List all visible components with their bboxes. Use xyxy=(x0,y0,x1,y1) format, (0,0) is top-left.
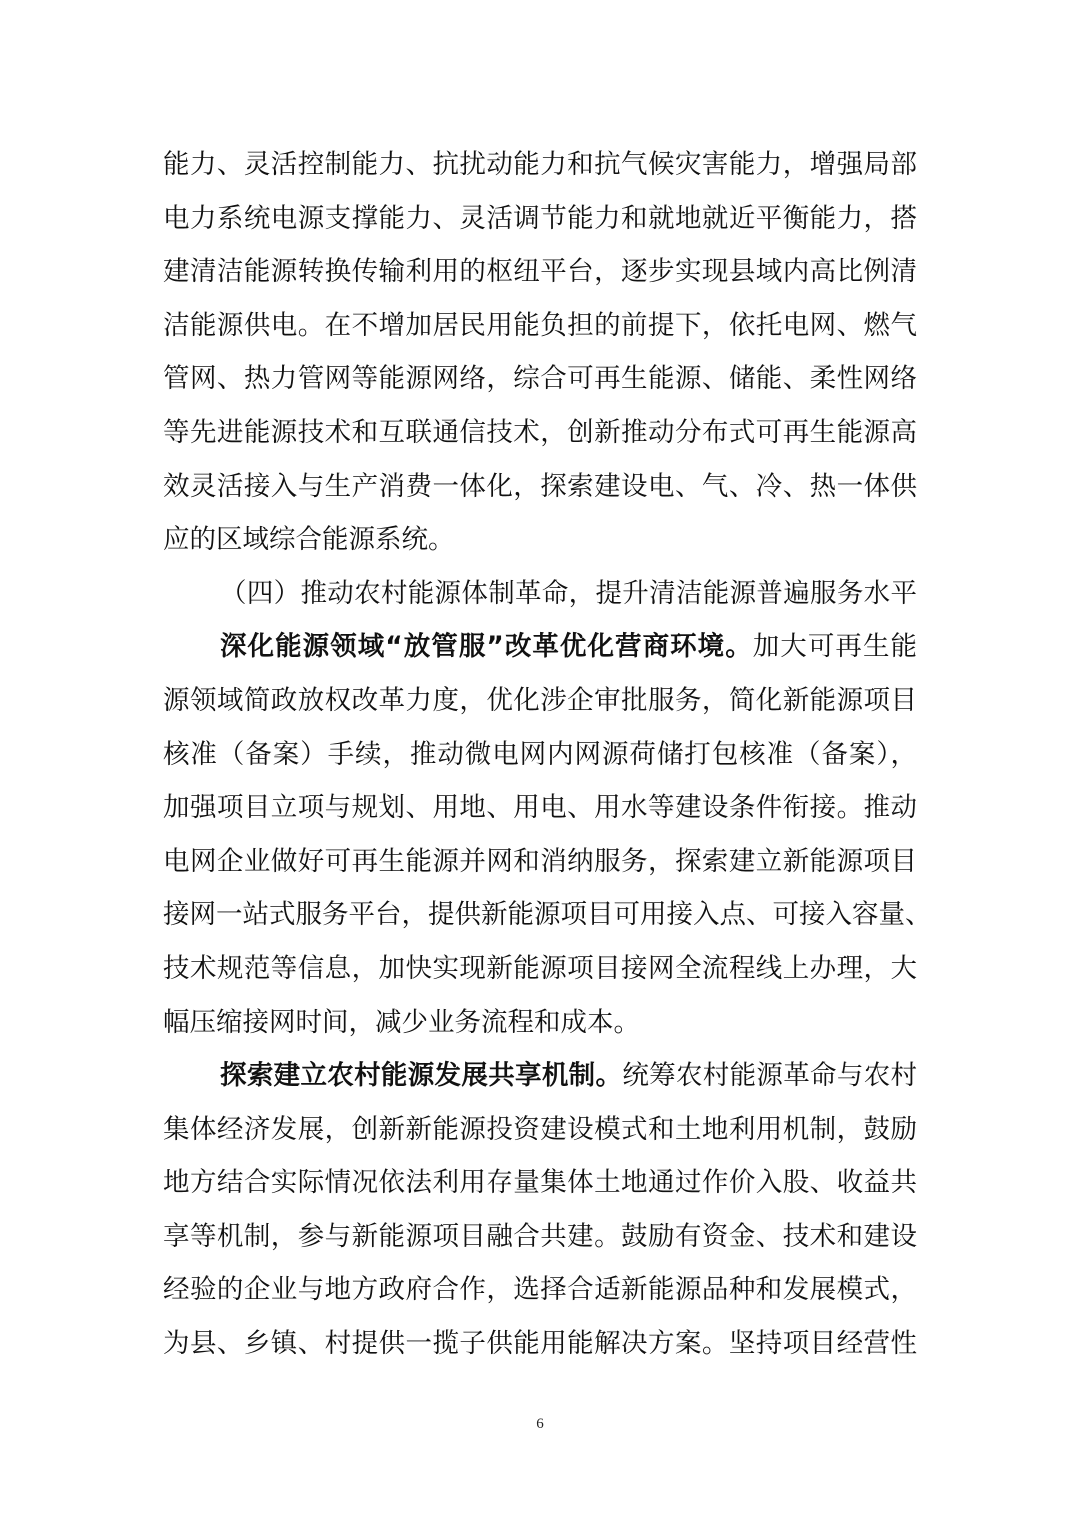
text-line: 管网、热力管网等能源网络，综合可再生能源、储能、柔性网络 xyxy=(163,363,917,395)
paragraph-lead-bold: 探索建立农村能源发展共享机制。 xyxy=(220,1060,623,1092)
text-line: 等先进能源技术和互联通信技术，创新推动分布式可再生能源高 xyxy=(163,416,917,448)
text-line: 源领域简政放权改革力度，优化涉企审批服务，简化新能源项目 xyxy=(163,684,917,716)
paragraph-first-line xyxy=(163,1049,917,1103)
text-line: 技术规范等信息，加快实现新能源项目接网全流程线上办理，大 xyxy=(163,952,917,984)
text-line: 为县、乡镇、村提供一揽子供能用能解决方案。坚持项目经营性 xyxy=(163,1328,917,1360)
text-line: 加强项目立项与规划、用地、用电、用水等建设条件衔接。推动 xyxy=(163,792,917,824)
paragraph-first-line xyxy=(163,620,917,674)
paragraph-lead-rest: 加大可再生能 xyxy=(752,631,917,663)
text-line: 电力系统电源支撑能力、灵活调节能力和就地就近平衡能力，搭 xyxy=(163,202,917,234)
text-line: 经验的企业与地方政府合作，选择合适新能源品种和发展模式， xyxy=(163,1274,917,1306)
text-line: 洁能源供电。在不增加居民用能负担的前提下，依托电网、燃气 xyxy=(163,309,917,341)
text-line: 应的区域综合能源系统。 xyxy=(163,524,455,556)
paragraph-lead-bold: 深化能源领域“放管服”改革优化营商环境。 xyxy=(220,631,753,663)
text-line: 效灵活接入与生产消费一体化，探索建设电、气、冷、热一体供 xyxy=(163,470,917,502)
paragraph-lead-rest: 统筹农村能源革命与农村 xyxy=(622,1060,918,1092)
text-line: 享等机制，参与新能源项目融合共建。鼓励有资金、技术和建设 xyxy=(163,1220,917,1252)
text-line: 接网一站式服务平台，提供新能源项目可用接入点、可接入容量、 xyxy=(163,899,932,931)
text-line: 地方结合实际情况依法利用存量集体土地通过作价入股、收益共 xyxy=(163,1167,917,1199)
body-text xyxy=(163,138,932,1371)
text-line: 幅压缩接网时间，减少业务流程和成本。 xyxy=(163,1006,640,1038)
text-line: 集体经济发展，创新新能源投资建设模式和土地利用机制，鼓励 xyxy=(163,1113,917,1145)
text-line: 建清洁能源转换传输利用的枢纽平台，逐步实现县域内高比例清 xyxy=(163,256,917,288)
text-line: 能力、灵活控制能力、抗扰动能力和抗气候灾害能力，增强局部 xyxy=(163,149,917,180)
text-line: 核准（备案）手续，推动微电网内网源荷储打包核准（备案）， xyxy=(163,738,917,770)
section-heading: （四）推动农村能源体制革命，提升清洁能源普遍服务水平 xyxy=(220,577,917,609)
page-number: 6 xyxy=(536,1416,544,1432)
text-line: 电网企业做好可再生能源并网和消纳服务，探索建立新能源项目 xyxy=(163,845,917,877)
